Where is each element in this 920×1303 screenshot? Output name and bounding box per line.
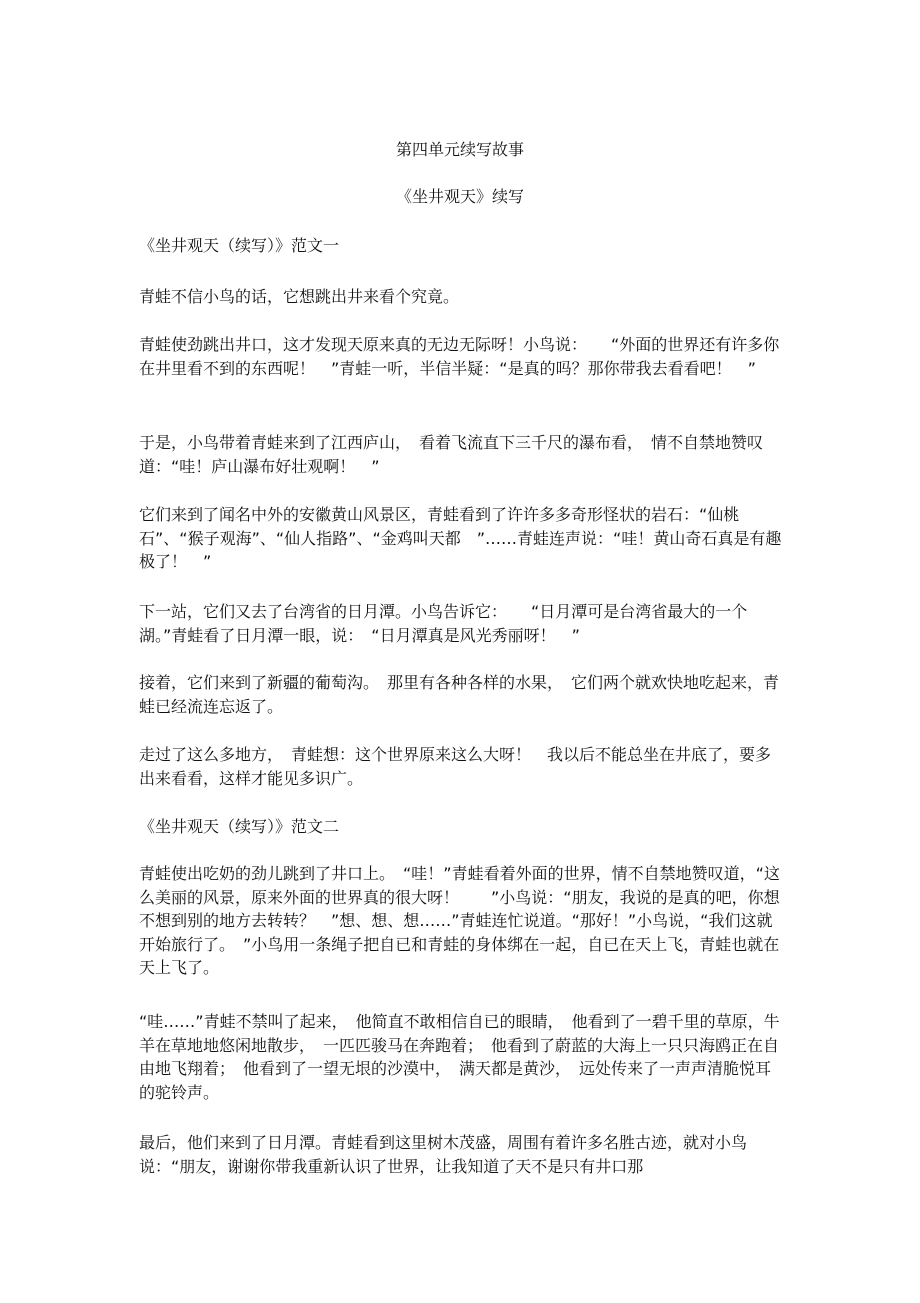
paragraph: 青蛙使出吃奶的劲儿跳到了井口上。 “哇！”青蛙看着外面的世界，情不自禁地赞叹道，“这么美丽的风景，原来外面的世界真的很大呀！ ”小鸟说：“朋友，我说的是真的吧，你想不想到别的地方去转转？ ”想、想、想……”青蛙连忙说道。“那好！”小鸟说，“我们这就开始旅行了。 ”小鸟用一条绳子把自已和青蛙的身体绑在一起，自已在天上飞，青蛙也就在天上飞了。 xyxy=(139,864,780,977)
section-heading-2: 《坐井观天（续写）》范文二 xyxy=(139,817,340,836)
paragraph: 它们来到了闻名中外的安徽黄山风景区，青蛙看到了许许多多奇形怪状的岩石：“仙桃石”、“猴子观海”、“仙人指路”、“金鸡叫天都 ”……青蛙连声说：“哇！黄山奇石真是有趣极了！ ” xyxy=(139,505,782,571)
paragraph: 走过了这么多地方， 青蛙想：这个世界原来这么大呀！ 我以后不能总坐在井底了，要多出来看看，这样才能见多识广。 xyxy=(139,745,772,788)
paragraph: 青蛙不信小鸟的话，它想跳出井来看个究竟。 xyxy=(139,287,460,306)
paragraph: “哇……”青蛙不禁叫了起来， 他简直不敢相信自已的眼睛， 他看到了一碧千里的草原，牛羊在草地地悠闲地散步， 一匹匹骏马在奔跑着； 他看到了蔚蓝的大海上一只只海鸥正在自由地飞翔着； 他看到了一望无垠的沙漠中， 满天都是黄沙， 远处传来了一声声清脆悦耳的驼铃声。 xyxy=(139,1012,780,1102)
paragraph: 下一站，它们又去了台湾省的日月潭。小鸟告诉它： “日月潭可是台湾省最大的一个湖。”青蛙看了日月潭一眼，说： “日月潭真是风光秀丽呀！ ” xyxy=(139,602,748,645)
section-heading-1: 《坐井观天（续写）》范文一 xyxy=(139,236,340,255)
paragraph: 接着，它们来到了新疆的葡萄沟。 那里有各种各样的水果， 它们两个就欢快地吃起来，青蛙已经流连忘返了。 xyxy=(139,673,780,716)
document-title: 第四单元续写故事 xyxy=(395,140,524,159)
paragraph: 于是，小鸟带着青蛙来到了江西庐山， 看着飞流直下三千尺的瀑布看， 情不自禁地赞叹道：“哇！庐山瀑布好壮观啊！ ” xyxy=(139,433,764,476)
paragraph: 最后，他们来到了日月潭。青蛙看到这里树木茂盛，周围有着许多名胜古迹，就对小鸟说：“朋友，谢谢你带我重新认识了世界，让我知道了天不是只有井口那 xyxy=(139,1133,748,1176)
paragraph: 青蛙使劲跳出井口，这才发现天原来真的无边无际呀！小鸟说： “外面的世界还有许多你在井里看不到的东西呢！ ”青蛙一听，半信半疑：“是真的吗？那你带我去看看吧！ ” xyxy=(139,335,780,378)
document-subtitle: 《坐井观天》续写 xyxy=(395,187,524,206)
